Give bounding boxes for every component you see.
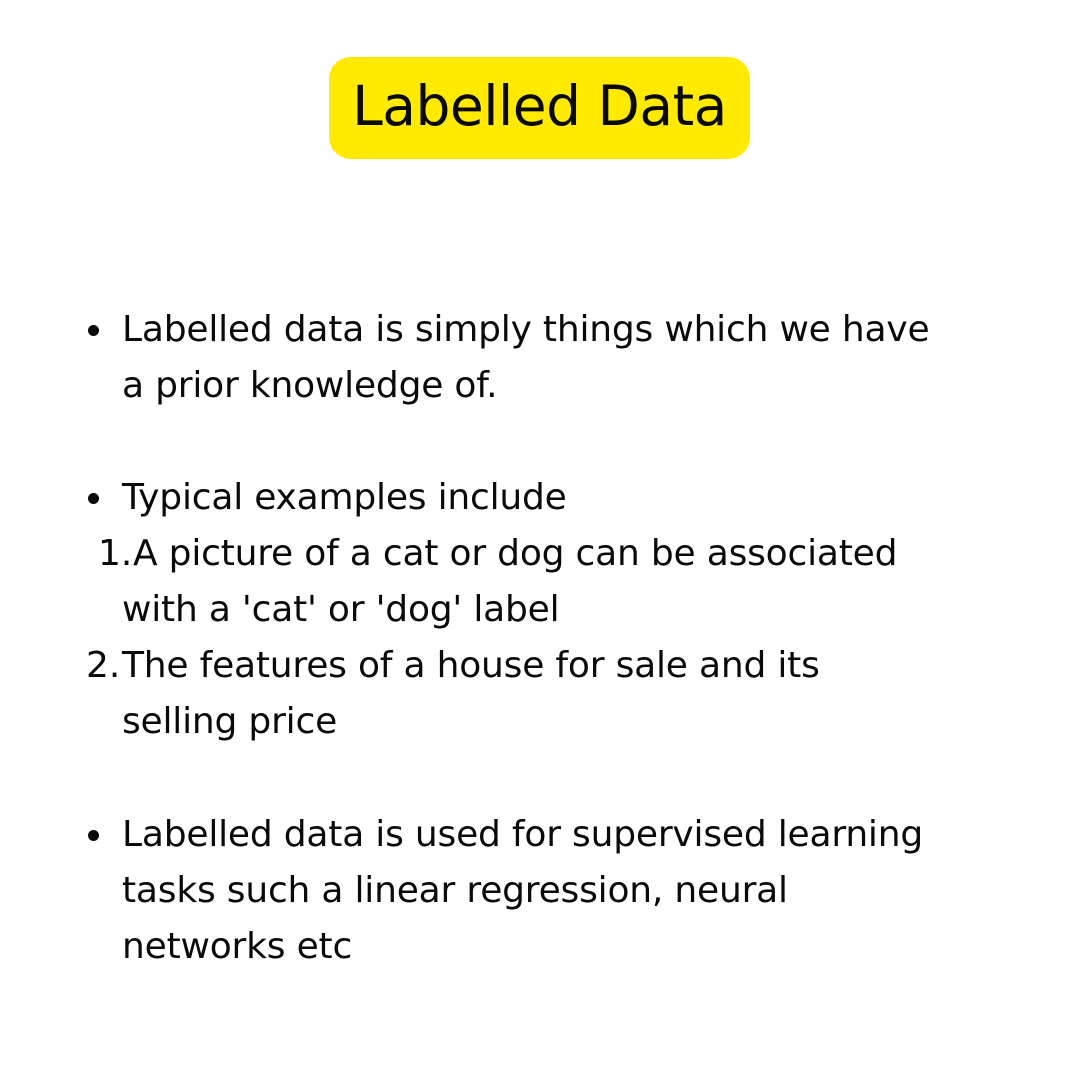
numbered-marker-2: 2.	[86, 645, 121, 686]
bullet-2-line-1: Typical examples include	[122, 477, 567, 518]
page-title: Labelled Data	[352, 73, 727, 138]
numbered-1-line-1: A picture of a cat or dog can be associated	[133, 533, 898, 574]
bullet-3-line-2: tasks such a linear regression, neural	[122, 870, 788, 911]
title-badge	[329, 57, 750, 159]
numbered-2-line-2: selling price	[122, 701, 338, 742]
bullet-3-line-1: Labelled data is used for supervised learning	[122, 814, 924, 855]
bullet-3-line-3: networks etc	[122, 926, 353, 967]
numbered-2-line-1: The features of a house for sale and its	[122, 645, 820, 686]
numbered-1-line-2: with a 'cat' or 'dog' label	[122, 589, 560, 630]
bullet-dot	[88, 493, 99, 504]
numbered-marker-1: 1.	[98, 533, 133, 574]
bullet-dot	[88, 830, 99, 841]
bullet-dot	[88, 325, 99, 336]
bullet-1-line-2: a prior knowledge of.	[122, 365, 498, 406]
bullet-1-line-1: Labelled data is simply things which we have	[122, 309, 930, 350]
